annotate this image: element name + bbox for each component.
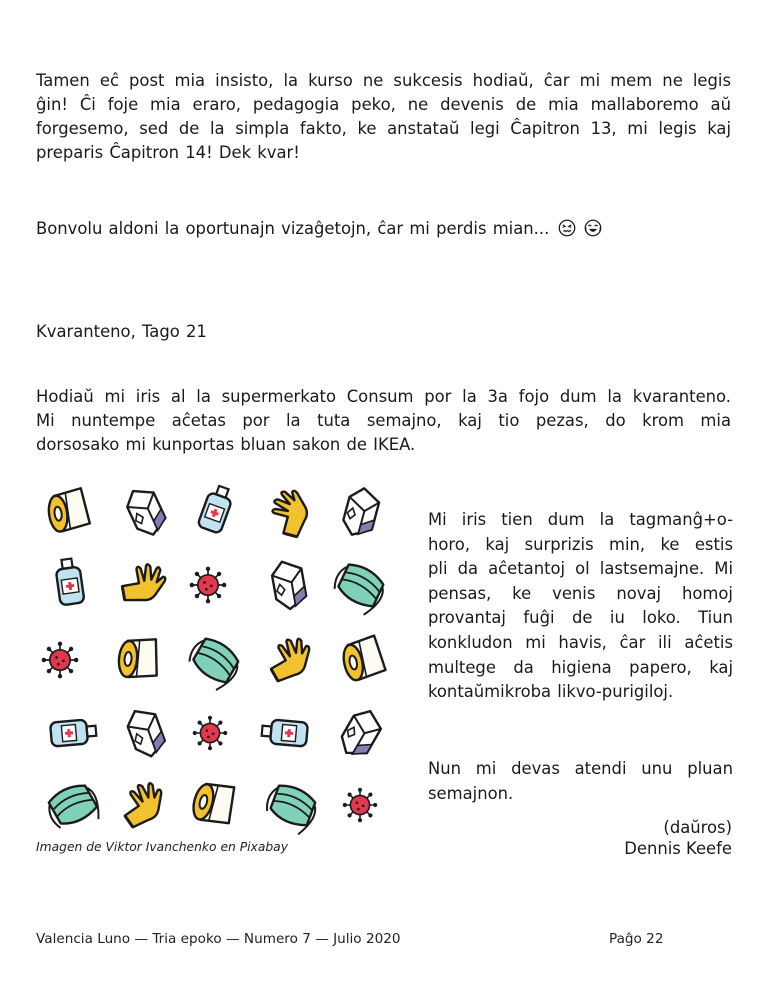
text-line: Nun mi devas atendi unu pluan [428, 759, 733, 778]
author-name: Dennis Keefe [624, 839, 732, 858]
text-line: horo, kaj surprizis min, ke estis [428, 534, 733, 554]
text-line: dorsosako mi kunportas bluan sakon de IKEA. [36, 435, 416, 454]
crying-laughing-face-icon [584, 219, 602, 237]
confounded-face-icon [558, 219, 576, 237]
page-number: Paĝo 22 [609, 931, 664, 947]
footer-publication: Valencia Luno — Tria epoko — Numero 7 — Julio 2020 [36, 931, 401, 947]
text-line: ĝin! Ĉi foje mia eraro, pedagogia peko, ne devenis de mia mallaboremo aŭ [36, 95, 731, 114]
side-paragraph [428, 508, 733, 705]
text-line: kontaŭmikroba likvo-purigiloj. [428, 682, 674, 702]
text-line: forgesemo, sed de la simpla fakto, ke anstataŭ legi Ĉapitron 13, mi legis kaj [36, 119, 731, 138]
emoji-sentence: Bonvolu aldoni la oportunajn vizaĝetojn, ĉar mi perdis mian... [36, 219, 550, 238]
text-line: provantaj fuĝi de iu loko. Tiun [428, 608, 733, 628]
emoji-paragraph [36, 217, 731, 241]
text-line: Mi nuntempe aĉetas por la tuta semajno, kaj tio pezas, do krom mia [36, 411, 731, 430]
hygiene-items-illustration [30, 475, 400, 840]
continuation-note: (daŭros) [663, 818, 732, 837]
text-line: multege da higiena papero, kaj [428, 657, 733, 677]
image-caption: Imagen de Viktor Ivanchenko en Pixabay [36, 840, 288, 854]
text-line: Tamen eĉ post mia insisto, la kurso ne sukcesis hodiaŭ, ĉar mi mem ne legis [36, 71, 731, 90]
intro-paragraph [36, 69, 731, 165]
closing-paragraph [428, 757, 733, 806]
text-line: preparis Ĉapitron 14! Dek kvar! [36, 143, 300, 162]
diary-date: Kvaranteno, Tago 21 [36, 322, 207, 341]
diary-heading [36, 320, 731, 344]
text-line: konkludon mi havis, ĉar ili aĉetis [428, 632, 733, 652]
text-line: semajnon. [428, 783, 514, 803]
text-line: pli da aĉetantoj ol lastsemajne. Mi [428, 559, 733, 579]
text-line: Hodiaŭ mi iris al la supermerkato Consum por la 3a fojo dum la kvaranteno. [36, 387, 731, 406]
text-line: Mi iris tien dum la tagmanĝ+o- [428, 510, 733, 529]
diary-paragraph [36, 385, 731, 457]
text-line: pensas, ke venis novaj homoj [428, 583, 733, 603]
